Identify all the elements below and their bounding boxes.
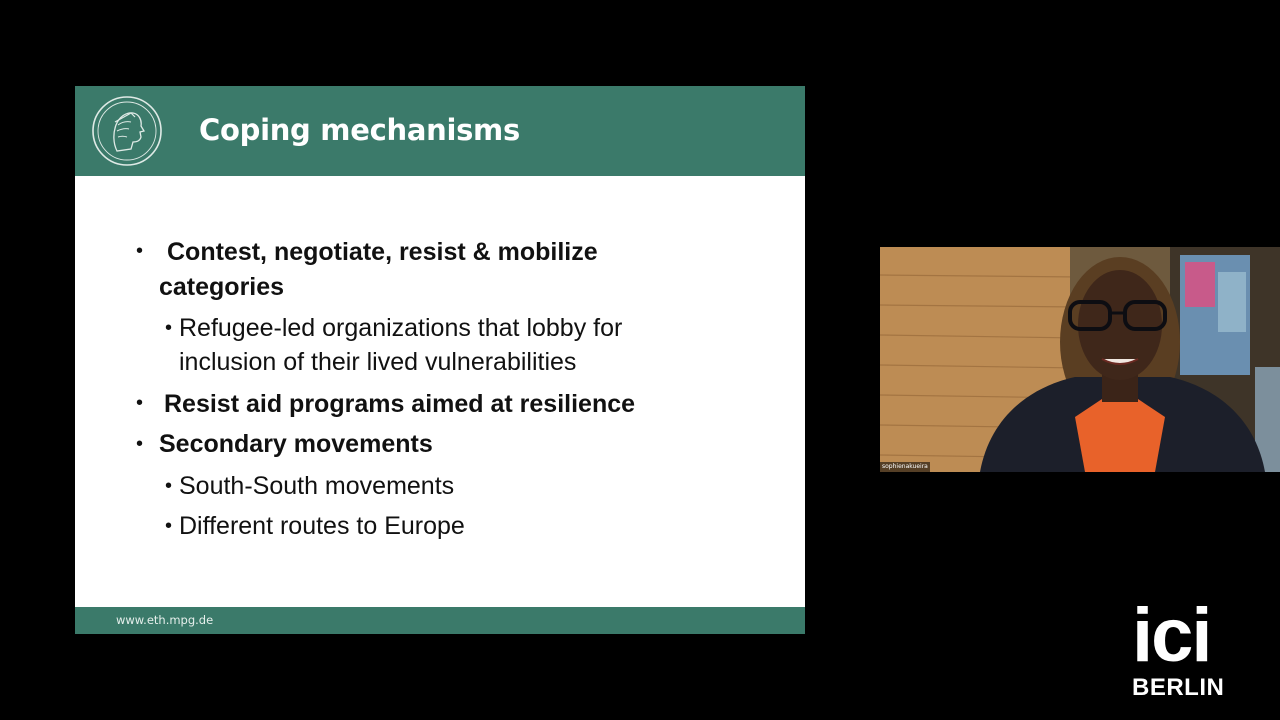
- sub-bullet-item-3: Different routes to Europe: [179, 512, 465, 540]
- speaker-video-tile[interactable]: [880, 247, 1280, 472]
- slide-footer: [75, 607, 805, 634]
- slide-title: Coping mechanisms: [199, 113, 520, 147]
- bullet-item-1-line-1: Contest, negotiate, resist & mobilize: [167, 238, 598, 266]
- bullet-marker: •: [165, 317, 173, 339]
- sub-bullet-item-2: South-South movements: [179, 472, 455, 500]
- logo-wordmark-ici: ici: [1132, 593, 1211, 678]
- sub-bullet-item-1-line-2: inclusion of their lived vulnerabilities: [179, 348, 577, 376]
- sub-bullet-item-1-line-1: Refugee-led organizations that lobby for: [179, 314, 623, 342]
- bullet-item-2: Resist aid programs aimed at resilience: [164, 390, 636, 418]
- logo-wordmark-berlin: BERLIN: [1132, 674, 1225, 701]
- shared-slide: [75, 86, 805, 634]
- bullet-item-1-line-2: categories: [159, 273, 285, 301]
- bullet-marker: •: [165, 475, 173, 497]
- bullet-item-3: Secondary movements: [159, 430, 433, 458]
- ici-berlin-logo: [1128, 593, 1238, 702]
- slide-bullet-list: [75, 86, 805, 606]
- bullet-marker: •: [165, 515, 173, 537]
- participant-name-label: sophienakueira: [882, 463, 928, 470]
- bullet-marker: •: [136, 240, 144, 262]
- bullet-marker: •: [136, 392, 144, 414]
- bullet-marker: •: [136, 433, 144, 455]
- footer-url: www.eth.mpg.de: [116, 613, 214, 627]
- speaker-video-frame: [880, 247, 1280, 472]
